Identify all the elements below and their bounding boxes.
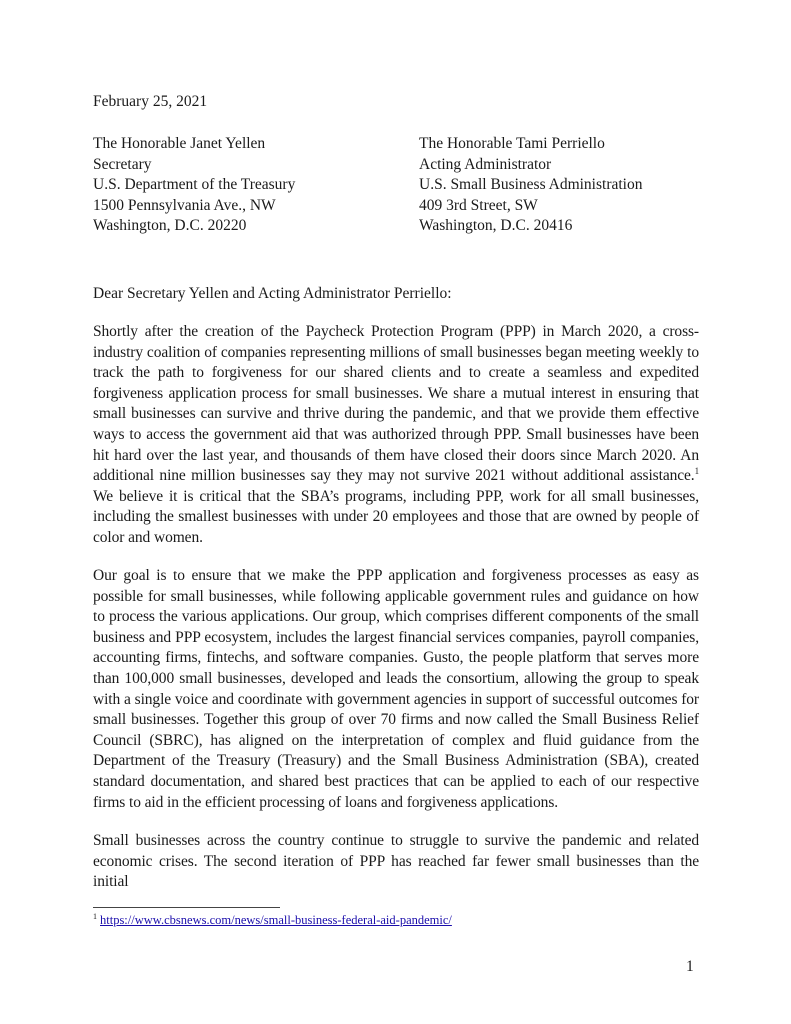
letter-date: February 25, 2021 xyxy=(93,93,208,110)
footnote xyxy=(93,912,452,928)
recipient-title: Secretary xyxy=(93,155,152,173)
recipient-address-right xyxy=(419,134,642,237)
recipient-name: The Honorable Janet Yellen xyxy=(93,135,266,152)
salutation: Dear Secretary Yellen and Acting Administrator Perriello: xyxy=(93,285,452,302)
recipient-address-left xyxy=(93,134,295,237)
recipient-name: The Honorable Tami Perriello xyxy=(419,135,605,152)
body-paragraph-1 xyxy=(93,322,699,549)
recipient-street: 409 3rd Street, SW xyxy=(419,196,538,214)
page-number: 1 xyxy=(686,958,694,975)
footnote-number: 1 xyxy=(93,911,97,921)
recipient-city: Washington, D.C. 20416 xyxy=(419,217,573,234)
recipient-org: U.S. Small Business Administration xyxy=(419,176,643,193)
recipient-street: 1500 Pennsylvania Ave., NW xyxy=(93,196,276,214)
footnote-link[interactable]: https://www.cbsnews.com/news/small-business-federal-aid-pandemic/ xyxy=(100,913,452,927)
paragraph-text-continued: We believe it is critical that the SBA’s programs, including PPP, work for all small businesses, including the smallest businesses with under 20 employees and those that are owned by people of color and women. xyxy=(93,487,699,546)
body-paragraph-2: Our goal is to ensure that we make the PPP application and forgiveness processes as easy as possible for small businesses, while following applicable government rules and guidance on how to process the various applications. Our group, which comprises different components of the small business and PPP ecosystem, includes the largest financial services companies, payroll companies, accounting firms, fintechs, and software companies. Gusto, the people platform that serves more than 100,000 small businesses, developed and leads the consortium, allowing the group to speak with a single voice and coordinate with government agencies in support of successful outcomes for small businesses. Together this group of over 70 firms and now called the Small Business Relief Council (SBRC), has aligned on the interpretation of complex and fluid guidance from the Department of the Treasury (Treasury) and the Small Business Administration (SBA), created standard documentation, and shared best practices that can be applied to each of our respective firms to aid in the efficient processing of loans and forgiveness applications. xyxy=(93,567,699,811)
footnote-divider xyxy=(93,907,280,908)
recipient-city: Washington, D.C. 20220 xyxy=(93,217,247,234)
recipient-title: Acting Administrator xyxy=(419,155,552,173)
body-paragraph-3: Small businesses across the country continue to struggle to survive the pandemic and related economic crises. The second iteration of PPP has reached far fewer small businesses than the initial xyxy=(93,832,699,891)
paragraph-text: Shortly after the creation of the Paycheck Protection Program (PPP) in March 2020, a cross-industry coalition of companies representing millions of small businesses began meeting weekly to track the path to forgiveness for our shared clients and to create a seamless and expedited forgiveness application process for small businesses. We share a mutual interest in ensuring that small businesses can survive and thrive during the pandemic, and that we provide them effective ways to access the government aid that was authorized through PPP. Small businesses have been hit hard over the last year, and thousands of them have closed their doors since March 2020. An additional nine million businesses say they may not survive 2021 without additional assistance. xyxy=(93,323,699,485)
footnote-reference: 1 xyxy=(694,466,699,476)
recipient-org: U.S. Department of the Treasury xyxy=(93,176,296,193)
